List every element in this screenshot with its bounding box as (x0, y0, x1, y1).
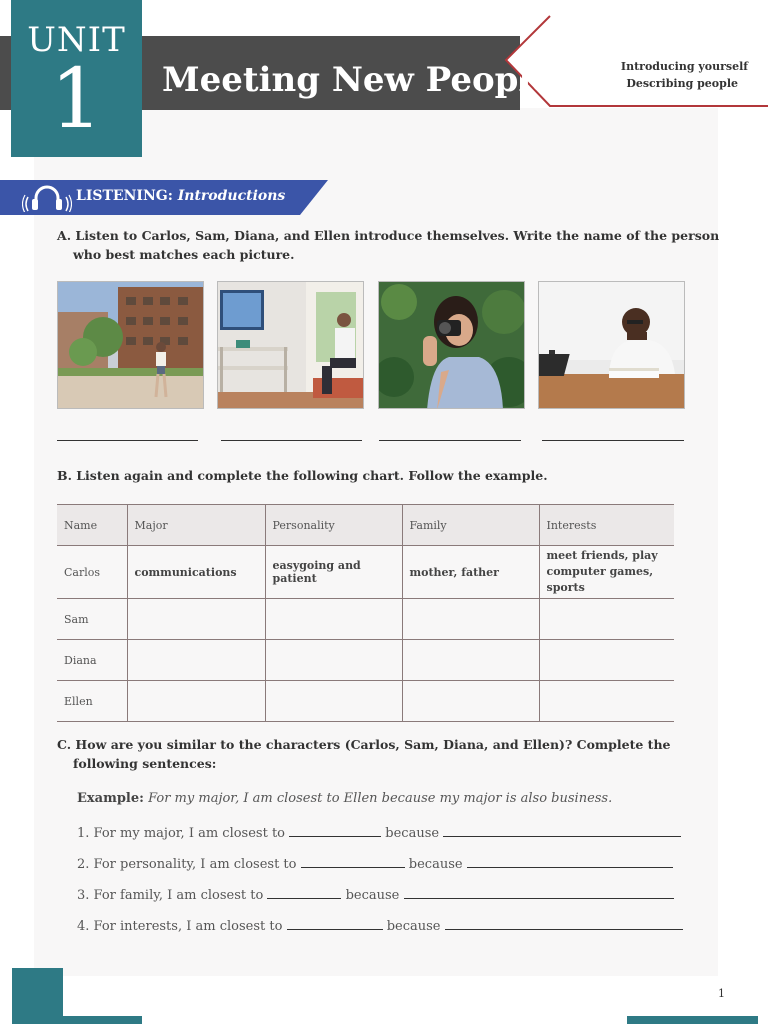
chart-cell: easygoing and patient (265, 546, 402, 599)
section-a-line1: A. Listen to Carlos, Sam, Diana, and Ellen introduce themselves. Write the name of the person (57, 228, 720, 243)
page-title: Meeting New People (162, 60, 553, 100)
section-c-line1: C. How are you similar to the characters (Carlos, Sam, Diana, and Ellen)? Complete the (57, 737, 671, 752)
section-c-instruction (57, 735, 671, 773)
answer-line-4[interactable] (542, 440, 684, 441)
chart-cell[interactable] (127, 681, 265, 722)
section-b-instruction: B. Listen again and complete the following chart. Follow the example. (57, 468, 548, 483)
blank-closest[interactable] (289, 824, 381, 837)
chart-row-ellen (57, 681, 674, 722)
chart-cell: meet friends, play computer games, sports (539, 546, 674, 599)
blank-closest[interactable] (267, 886, 341, 899)
chart-cell-name: Diana (57, 640, 127, 681)
item-because: because (408, 857, 463, 872)
answer-line-1[interactable] (57, 440, 198, 441)
item-because: because (386, 919, 441, 934)
item-number: 2. (77, 857, 90, 872)
section-a-line2: who best matches each picture. (73, 247, 295, 262)
photo-student-desk (538, 281, 685, 409)
topic-item: Describing people (626, 77, 738, 90)
section-a-instruction (57, 226, 737, 264)
chart-cell[interactable] (402, 599, 539, 640)
blank-reason[interactable] (467, 855, 673, 868)
sentence-item-2 (77, 855, 673, 872)
blank-reason[interactable] (443, 824, 681, 837)
blank-reason[interactable] (445, 917, 683, 930)
chart-cell[interactable] (539, 640, 674, 681)
unit-label: UNIT (27, 20, 126, 60)
listening-chart (57, 504, 674, 722)
chart-cell-name: Ellen (57, 681, 127, 722)
item-prefix: For family, I am closest to (93, 888, 264, 903)
example-sentence (77, 791, 612, 806)
example-label: Example: (77, 791, 144, 806)
chart-cell[interactable] (265, 640, 402, 681)
chart-row-sam (57, 599, 674, 640)
item-prefix: For my major, I am closest to (93, 826, 286, 841)
listening-label: LISTENING: (76, 188, 173, 204)
item-number: 1. (77, 826, 90, 841)
page-number: 1 (718, 987, 725, 1000)
item-because: because (385, 826, 440, 841)
chart-cell[interactable] (127, 599, 265, 640)
headphones-icon (22, 184, 72, 212)
item-number: 3. (77, 888, 90, 903)
photo-camera-girl (378, 281, 525, 409)
chart-cell: mother, father (402, 546, 539, 599)
chart-cell-name: Carlos (57, 546, 127, 599)
chart-cell: communications (127, 546, 265, 599)
unit-number: 1 (50, 52, 103, 147)
listening-heading (76, 188, 285, 204)
chart-cell[interactable] (402, 681, 539, 722)
unit-badge (11, 0, 142, 157)
sentence-item-4 (77, 917, 683, 934)
chart-cell[interactable] (265, 681, 402, 722)
chart-row-diana (57, 640, 674, 681)
section-c-line2: following sentences: (73, 756, 217, 771)
photo-living-room (217, 281, 364, 409)
unit-topics (548, 58, 748, 92)
sentence-item-3 (77, 886, 674, 903)
blank-closest[interactable] (301, 855, 405, 868)
chart-header: Personality (265, 505, 402, 546)
chart-cell[interactable] (265, 599, 402, 640)
chart-header-row (57, 505, 674, 546)
chart-cell-name: Sam (57, 599, 127, 640)
blank-closest[interactable] (287, 917, 383, 930)
example-text: For my major, I am closest to Ellen because my major is also business. (148, 791, 613, 806)
item-prefix: For personality, I am closest to (93, 857, 297, 872)
chart-cell[interactable] (402, 640, 539, 681)
footer-bar-left (12, 1016, 142, 1024)
answer-line-3[interactable] (379, 440, 521, 441)
chart-header: Interests (539, 505, 674, 546)
chart-header: Name (57, 505, 127, 546)
item-number: 4. (77, 919, 90, 934)
chart-header: Major (127, 505, 265, 546)
blank-reason[interactable] (404, 886, 674, 899)
answer-line-2[interactable] (221, 440, 362, 441)
item-prefix: For interests, I am closest to (93, 919, 283, 934)
item-because: because (345, 888, 400, 903)
footer-bar-right (627, 1016, 758, 1024)
topic-item: Introducing yourself (620, 60, 748, 73)
chart-cell[interactable] (127, 640, 265, 681)
sentence-item-1 (77, 824, 681, 841)
listening-title: Introductions (177, 188, 286, 204)
chart-header: Family (402, 505, 539, 546)
chart-row-carlos (57, 546, 674, 599)
chart-cell[interactable] (539, 599, 674, 640)
chart-cell[interactable] (539, 681, 674, 722)
photo-courtyard (57, 281, 204, 409)
